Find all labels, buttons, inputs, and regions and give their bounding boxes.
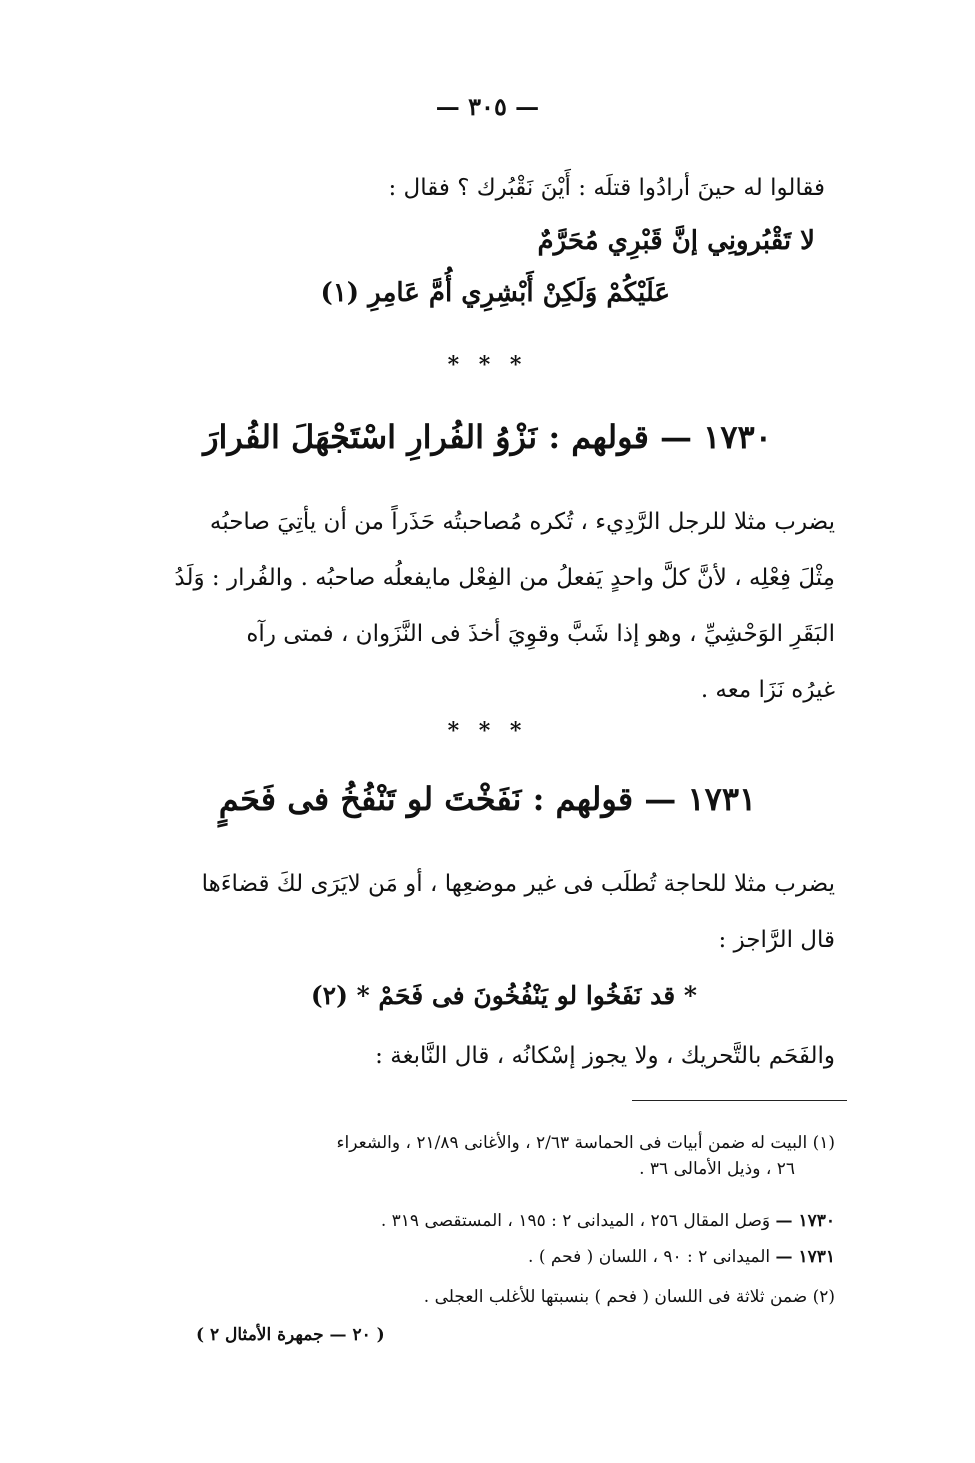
entry-1730-line: مِثْلَ فِعْلِه ، لأنَّ كلَّ واحدٍ يَفعلُ من الفِعْل مايفعلُه صاحبُه . والفُرار : وَلَدُ [174,565,835,591]
verse-1-second-half: عَلَيْكُمْ وَلَكِنْ أَبْشِرِي أُمَّ عَامِرِ (١) [320,278,670,308]
entry-1730-heading: ١٧٣٠ — قولهم : نَزْوُ الفُرارِ اسْتَجْهَلَ الفُرارَ [203,418,772,456]
footnote-1-line: ٢٦ ، وذيل الأمالى ٣٦ . [639,1159,795,1179]
signature-mark: ( ٢٠ — جمهرة الأمثال ٢ ) [196,1325,385,1345]
entry-1731-closing: والفَحَم بالتَّحريك ، ولا يجوز إسْكانُه ، قال النَّابغة : [375,1043,835,1069]
entry-1731-line: قال الرَّاجز : [718,927,835,953]
reference-1731-text: الميدانى ٢ : ٩٠ ، اللسان ( فحم ) . [528,1247,771,1267]
section-separator: * * * [447,718,528,744]
reference-1731 [135,1244,835,1270]
entry-1731-heading: ١٧٣١ — قولهم : نَفَخْتَ لو تَنْفُخُ فى فَحَمٍ [218,780,757,818]
reference-1730-number: ١٧٣٠ — [775,1211,835,1231]
section-separator: * * * [447,352,528,378]
reference-1730 [135,1208,835,1234]
entry-1731-body [135,856,835,968]
page-number: — ٣٠٥ — [435,92,540,121]
reference-1730-text: وَصل المقال ٢٥٦ ، الميدانى ٢ : ١٩٥ ، المستقصى ٣١٩ . [380,1211,771,1231]
intro-line: فقالوا له حينَ أرادُوا قتلَه : أَيْنَ نَقْبُرك ؟ فقال : [388,175,825,201]
footnote-1-line: (١) البيت له ضمن أبيات فى الحماسة ٢/٦٣ ، والأغانى ٢١/٨٩ ، والشعراء [336,1133,835,1153]
entry-1730-line: البَقَرِ الوَحْشِيِّ ، وهو إذا شَبَّ وقوِيَ أخذَ فى النَّزَوان ، فمتى رآه [246,621,835,647]
entry-1730-body [135,494,835,718]
footnote-rule [632,1100,847,1101]
verse-1-first-half: لا تَقْبُرونِي إنَّ قَبْرِي مُحَرَّمٌ [537,226,815,256]
entry-1730-line: غيرُه نَزَا معه . [700,677,835,703]
footnote-2: (٢) ضمن ثلاثة فى اللسان ( فحم ) بنسبتها للأغلب العجلى . [423,1287,835,1307]
footnote-1 [135,1130,835,1182]
entry-1730-line: يضرب مثلا للرجل الرَّدِيء ، تُكره مُصاحبتُه حَذَراً من أن يأتِيَ صاحبُه [209,509,835,535]
entry-1731-line: يضرب مثلا للحاجة تُطلَب فى غير موضعِها ، أو مَن لايَرَى لكَ قضاءَها [201,871,835,897]
reference-1731-number: ١٧٣١ — [775,1247,835,1267]
entry-1731-verse: * قد نَفَخُوا لو يَنْفُخُونَ فى فَحَمْ * (٢) [310,981,697,1010]
